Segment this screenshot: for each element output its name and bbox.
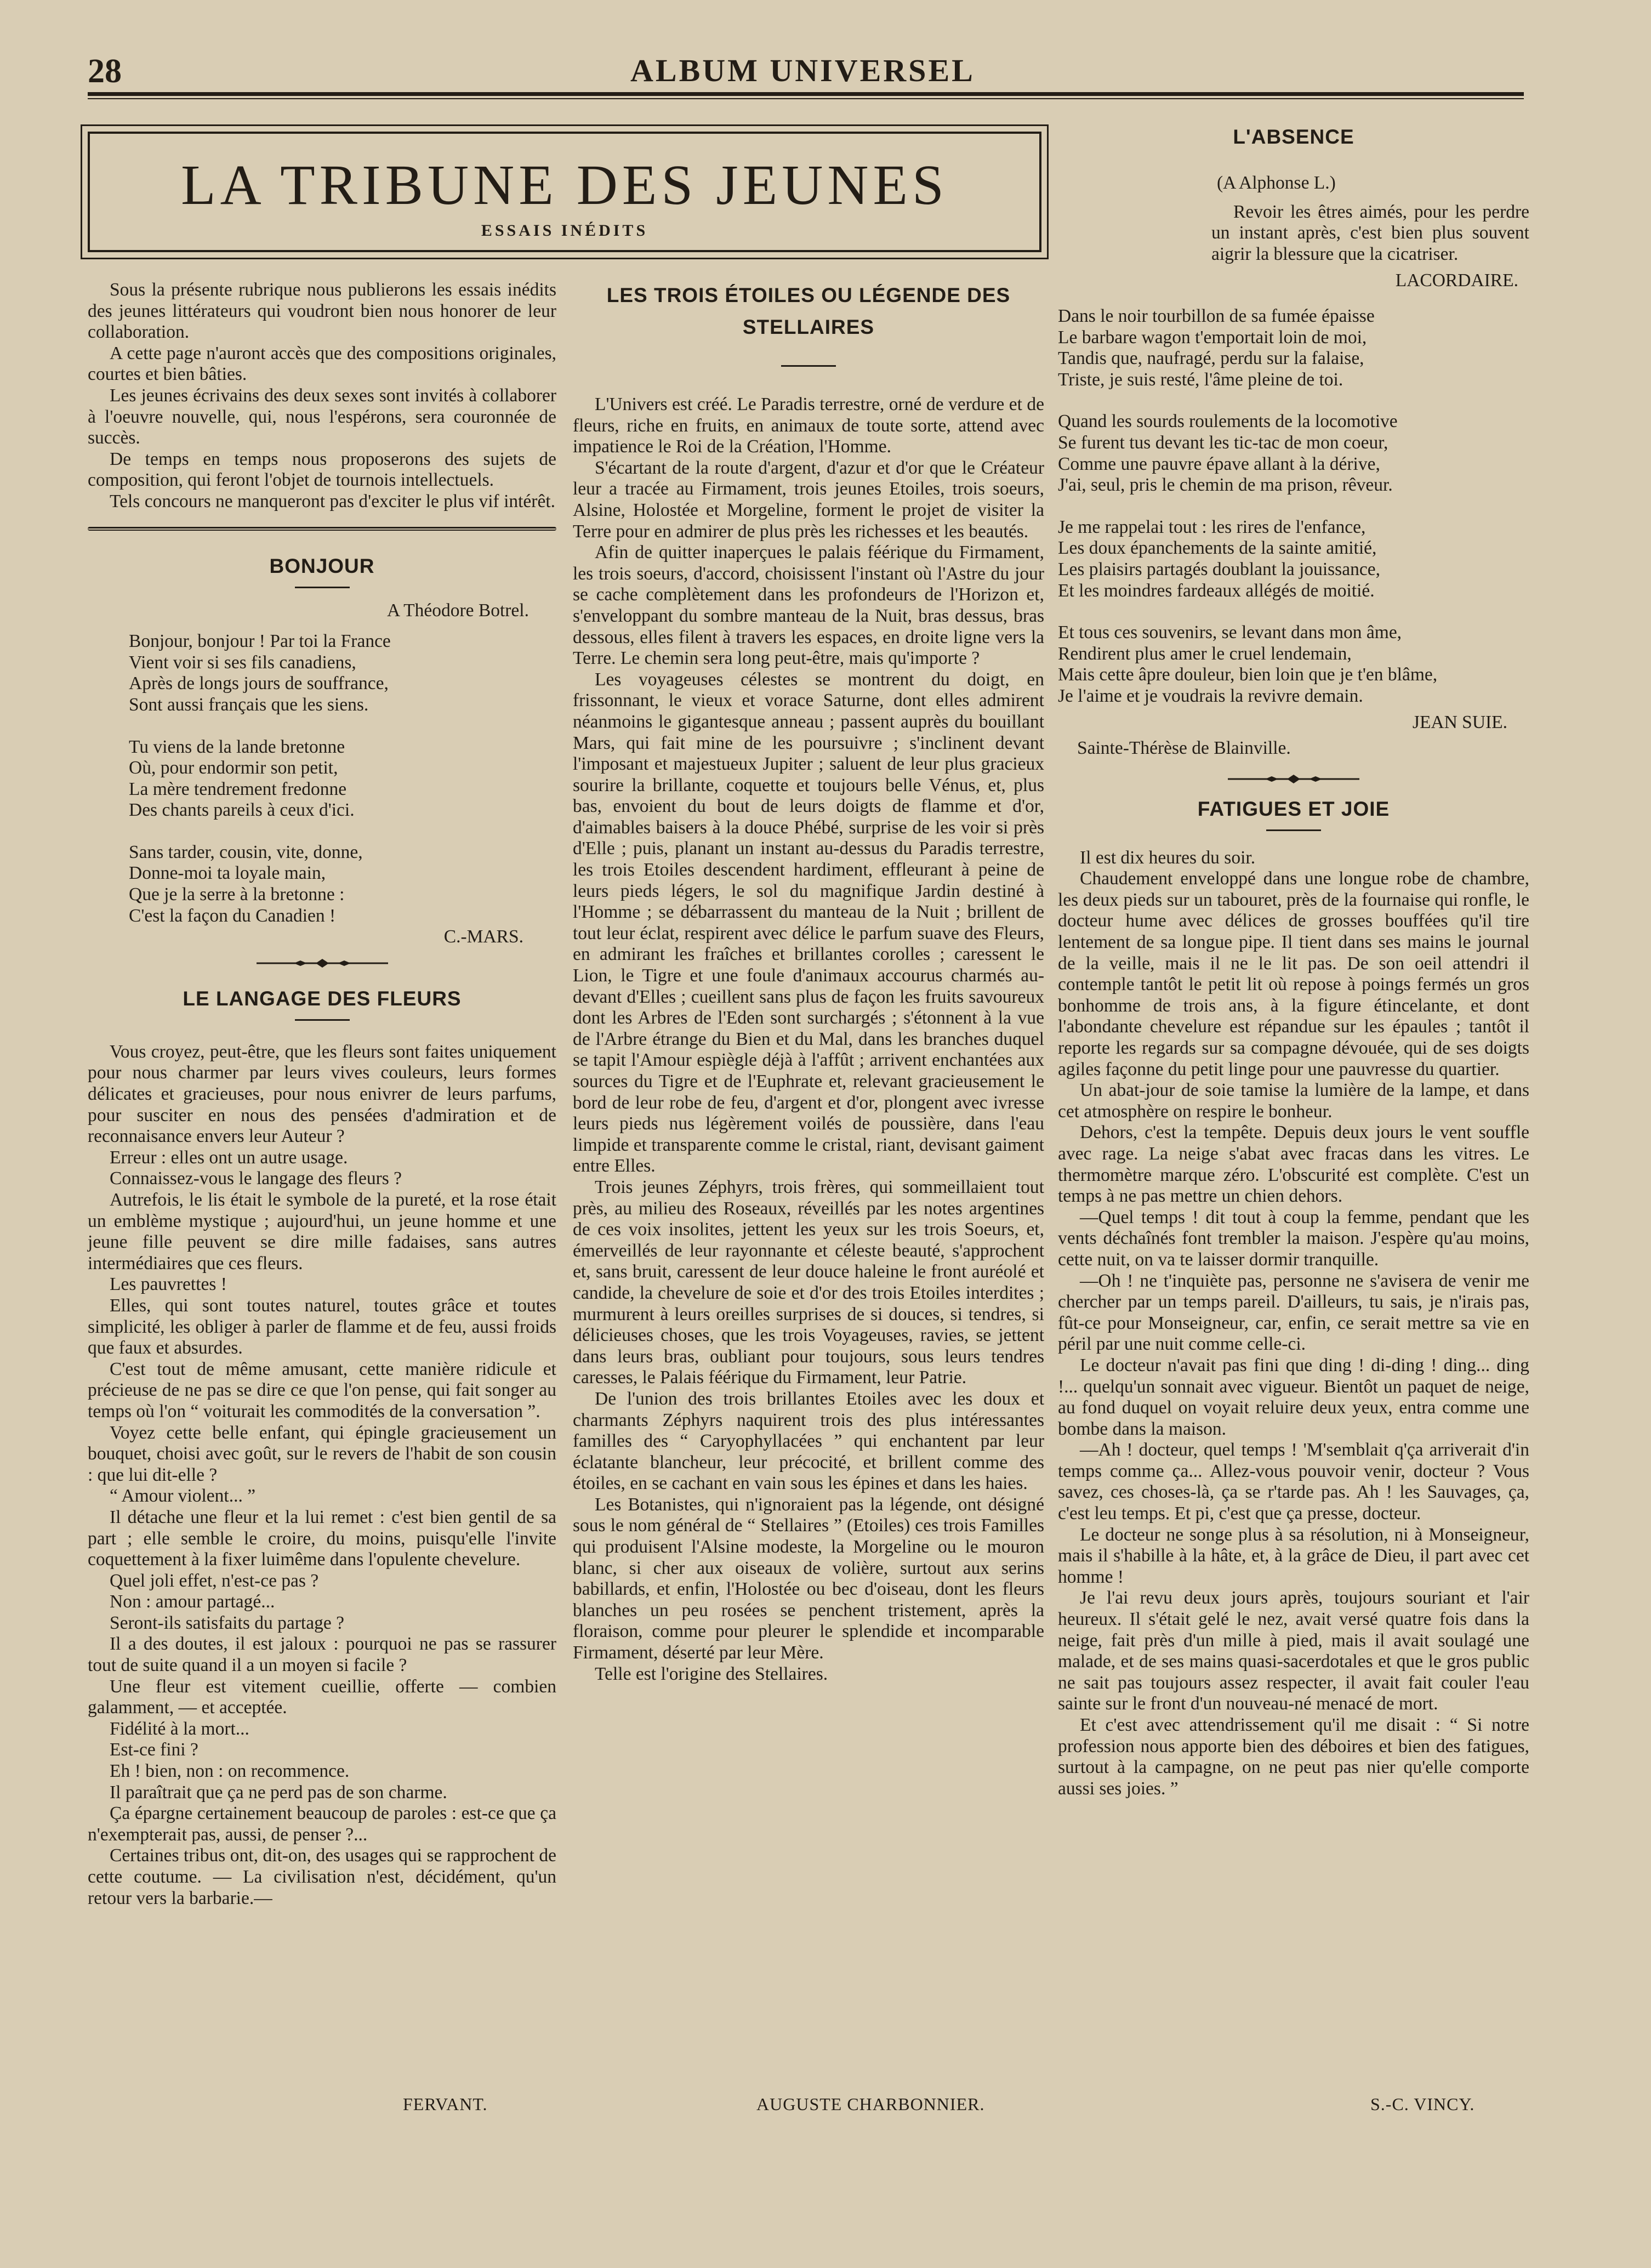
paragraph: Quel joli effet, n'est-ce pas ?	[110, 1570, 319, 1591]
intro-paragraph: Sous la présente rubrique nous publierons les essais inédits des jeunes littérateurs qui voudront bien nous honorer de leur collaboration.	[88, 280, 556, 343]
paragraph: Elles, qui sont toutes naturel, toutes grâce et toutes simplicité, les obliger à parler de flamme et de feu, aussi froids que faux et absurdes.	[88, 1295, 556, 1358]
paragraph: Seront-ils satisfaits du partage ?	[110, 1612, 344, 1633]
poem-line: Dans le noir tourbillon de sa fumée épaisse	[1058, 305, 1375, 326]
langage-title: LE LANGAGE DES FLEURS	[183, 987, 462, 1010]
intro-text	[88, 280, 556, 513]
paragraph: S'écartant de la route d'argent, d'azur et d'or que le Créateur leur a tracée au Firmament, trois jeunes Etoiles, trois soeurs, Alsine, Holostée et Morgeline, forment le projet de visiter la Terre pour en admirer de plus près les richesses et les beautés.	[573, 457, 1044, 542]
poem-stanza	[129, 737, 556, 821]
bonjour-poem	[129, 631, 556, 926]
poem-line: Des chants pareils à ceux d'ici.	[129, 800, 355, 821]
poem-line: Sont aussi français que les siens.	[129, 694, 369, 715]
absence-epigraph	[1211, 202, 1529, 292]
paragraph: Eh ! bien, non : on recommence.	[110, 1761, 350, 1782]
paragraph: Il paraîtrait que ça ne perd pas de son charme.	[110, 1782, 447, 1803]
header-rule	[88, 92, 1524, 99]
paragraph: Autrefois, le lis était le symbole de la pureté, et la rose était un emblème mystique ; aujourd'hui, un jeune homme et une jeune fille peuvent se dire mille fadaises, sans autres intermédiaires que ces fleurs.	[88, 1190, 556, 1274]
intro-paragraph: Les jeunes écrivains des deux sexes sont invités à collaborer à l'oeuvre nouvelle, qui, nous l'espérons, sera couronnée de succès.	[88, 385, 556, 448]
section-title: LA TRIBUNE DES JEUNES	[181, 154, 948, 217]
poem-line: Quand les sourds roulements de la locomotive	[1058, 411, 1398, 432]
poem-line: C'est la façon du Canadien !	[129, 905, 336, 926]
absence-author: JEAN SUIE.	[1412, 712, 1507, 733]
paragraph: Les pauvrettes !	[110, 1274, 227, 1295]
paragraph: Il détache une fleur et la lui remet : c'est bien gentil de sa part ; elle semble le croire, du moins, puisqu'elle l'invite coquettement à la fixer luimême dans l'opulente chevelure.	[88, 1507, 556, 1570]
ornament-icon	[257, 958, 388, 969]
paragraph: Certaines tribus ont, dit-on, des usages qui se rapprochent de cette coutume. — La civilisation n'est, décidément, qu'un retour vers la barbarie.—	[88, 1845, 556, 1908]
bonjour-author: C.-MARS.	[443, 926, 523, 947]
intro-paragraph: Tels concours ne manqueront pas d'exciter le plus vif intérêt.	[110, 491, 556, 511]
paragraph: Erreur : elles ont un autre usage.	[110, 1147, 348, 1168]
bonjour-title: BONJOUR	[269, 554, 375, 577]
langage-text	[88, 1042, 556, 1909]
paragraph: Telle est l'origine des Stellaires.	[595, 1663, 828, 1684]
poem-line: Rendirent plus amer le cruel lendemain,	[1058, 643, 1352, 664]
absence-poem	[1058, 306, 1529, 707]
poem-stanza	[1058, 517, 1529, 601]
paragraph: “ Amour violent... ”	[110, 1486, 256, 1507]
poem-line: Que je la serre à la bretonne :	[129, 884, 345, 905]
paragraph: Dehors, c'est la tempête. Depuis deux jours le vent souffle avec rage. La neige s'abat avec fracas dans les vitres. Le thermomètre marque zéro. L'obscurité est complète. C'est un temps à ne pas mettre un chien dehors.	[1058, 1122, 1529, 1207]
paragraph: Afin de quitter inaperçues le palais féérique du Firmament, les trois soeurs, d'accord, choisissent l'instant où l'Astre du jour se cache complètement dans les profondeurs de l'Horizon et, s'enveloppant du sombre manteau de la Nuit, bras dessus, bras dessous, elles filent à travers les espaces, en droite ligne vers la Terre. Le chemin sera long peut-être, mais qu'importe ?	[573, 542, 1044, 669]
ornament-divider	[88, 958, 556, 969]
absence-title: L'ABSENCE	[1233, 126, 1354, 148]
page-number: 28	[88, 53, 122, 90]
paragraph: Le docteur ne songe plus à sa résolution, ni à Monseigneur, mais il s'habille à la hâte, et, à la grâce de Dieu, il part avec cet homme !	[1058, 1524, 1529, 1587]
poem-line: Et les moindres fardeaux allégés de moitié.	[1058, 580, 1375, 601]
left-column	[88, 280, 556, 1909]
poem-line: Les plaisirs partagés doublant la jouissance,	[1058, 559, 1380, 579]
section-subtitle: ESSAIS INÉDITS	[481, 221, 648, 240]
paragraph: Non : amour partagé...	[110, 1591, 275, 1612]
paragraph: —Ah ! docteur, quel temps ! 'M'semblait q'ça arriverait d'in temps comme ça... Allez-vous pouvoir venir, docteur ? Vous savez, ces choses-là, ça se r'tarde pas. Ah ! les Sauvages, ça, c'est leu temps. Et pi, c'est que ça presse, docteur.	[1058, 1440, 1529, 1524]
title-rule	[781, 365, 836, 367]
paragraph: Les voyageuses célestes se montrent du doigt, en frissonnant, le vieux et vorace Saturne, dont elles admirent néanmoins le gigantesque anneau ; passent auprès du bouillant Mars, qui fait mine de les poursuivre ; s'inclinent devant l'imposant et majestueux Jupiter ; saluent de leur plus gracieux sourire la brillante, coquette et toujours belle Vénus, et, plus bas, envoient du bout de leurs doigts de flamme et d'or, d'aimables baisers à la douce Phébé, surprise de les voir si près d'Elle ; puis, planant un instant au-dessus du Paradis terrestre, les trois Etoiles descendent hardiment, effleurant à peine de leurs pieds légers, le sol du magnifique Jardin destiné à l'Homme ; se débarrassent du manteau de la Nuit ; brillent de tout leur éclat, respirent avec délice le parfum suave des Fleurs, en admirant les fraîches et brillantes corolles ; caressent le Lion, le Tigre et une foule d'animaux accourus charmés au-devant d'Elles ; cueillent sans plus de façon les fruits savoureux dont les Arbres de l'Eden sont surchargés ; s'étonnent à la vue de l'Arbre étrange du Bien et du Mal, dans les branches duquel se tapit l'Amour espiègle déjà à l'affût ; arrivent enchantées aux sources du Tigre et de l'Euphrate et, relevant gracieusement le bord de leur robe de feu, d'argent et d'or, plongent avec ivresse leurs pieds nus légèrement voilés de poussière, dans l'eau limpide et transparente comme le cristal, riant, devisant gaiment entre Elles.	[573, 669, 1044, 1176]
section-divider	[88, 527, 556, 531]
poem-line: La mère tendrement fredonne	[129, 778, 347, 799]
poem-line: Où, pour endormir son petit,	[129, 758, 338, 778]
section-title-box	[88, 132, 1041, 252]
fatigues-text	[1058, 848, 1529, 1800]
paragraph: Et c'est avec attendrissement qu'il me disait : “ Si notre profession nous apporte bien des déboires et bien des fatigues, surtout à la campagne, on ne peut pas nier qu'elle comporte aussi ses joies. ”	[1058, 1715, 1529, 1799]
paragraph: L'Univers est créé. Le Paradis terrestre, orné de verdure et de fleurs, riche en fruits, en animaux de toute sorte, attend avec impatience le Roi de la Création, l'Homme.	[573, 394, 1044, 457]
right-column	[1058, 123, 1529, 1799]
paragraph: Est-ce fini ?	[110, 1740, 198, 1760]
running-title: ALBUM UNIVERSEL	[630, 53, 975, 88]
fatigues-title: FATIGUES ET JOIE	[1197, 797, 1390, 820]
absence-dedication: (A Alphonse L.)	[1217, 173, 1336, 193]
poem-line: Les doux épanchements de la sainte amitié,	[1058, 538, 1377, 559]
title-rule	[295, 587, 350, 588]
poem-line: Après de longs jours de souffrance,	[129, 673, 389, 694]
intro-paragraph: De temps en temps nous proposerons des sujets de composition, qui feront l'objet de tournois intellectuels.	[88, 448, 556, 491]
paragraph: Trois jeunes Zéphyrs, trois frères, qui sommeillaient tout près, au milieu des Roseaux, réveillés par les notes argentines de ces voix insolites, jettent les yeux sur les trois Soeurs, et, émerveillés de leur rayonnante et céleste beauté, s'approchent et, sans bruit, caressent de leur douce haleine le front auréolé et candide, la chevelure de soie et d'or des trois Etoiles interdites ; murmurent à leurs oreilles surprises de si douces, si tendres, si délicieuses choses, que les trois Voyageuses, ravies, se jettent dans leurs bras, oubliant pour toujours, sous leurs tendres caresses, le Palais féérique du Firmament, leur Patrie.	[573, 1176, 1044, 1388]
poem-line: Tandis que, naufragé, perdu sur la falaise,	[1058, 348, 1364, 369]
etoiles-text	[573, 394, 1044, 1685]
paragraph: Il a des doutes, il est jaloux : pourquoi ne pas se rassurer tout de suite quand il a un moyen si facile ?	[88, 1634, 556, 1676]
poem-line: Je l'aime et je voudrais la revivre demain.	[1058, 685, 1363, 706]
intro-paragraph: A cette page n'auront accès que des compositions originales, courtes et bien bâties.	[88, 343, 556, 385]
paragraph: C'est tout de même amusant, cette manière ridicule et précieuse de ne pas se dire ce que l'on pense, qui fait songer au temps où l'on “ voiturait les commodités de la conversation ”.	[88, 1358, 556, 1422]
paragraph: Voyez cette belle enfant, qui épingle gracieusement un bouquet, choisi avec goût, sur le revers de l'habit de son cousin : que lui dit-elle ?	[88, 1422, 556, 1485]
poem-line: Comme une pauvre épave allant à la dérive,	[1058, 453, 1380, 474]
epigraph-author: LACORDAIRE.	[1395, 270, 1518, 291]
poem-line: Et tous ces souvenirs, se levant dans mon âme,	[1058, 622, 1402, 643]
paragraph: —Quel temps ! dit tout à coup la femme, pendant que les vents déchaînés font trembler la maison. J'espère qu'au moins, cette nuit, on va te laisser dormir tranquille.	[1058, 1207, 1529, 1270]
paragraph: —Oh ! ne t'inquiète pas, personne ne s'avisera de venir me chercher par un temps pareil. D'ailleurs, tu sais, je n'irais pas, fût-ce pour Monseigneur, car, enfin, ce serait mettre sa vie en péril par une nuit comme celle-ci.	[1058, 1270, 1529, 1355]
etoiles-author: AUGUSTE CHARBONNIER.	[756, 2094, 985, 2114]
paragraph: Une fleur est vitement cueillie, offerte — combien galamment, — et acceptée.	[88, 1676, 556, 1718]
epigraph-text: Revoir les êtres aimés, pour les perdre un instant après, c'est bien plus souvent aigrir la blessure que la cicatriser.	[1211, 201, 1529, 264]
paragraph: Je l'ai revu deux jours après, toujours souriant et l'air heureux. Il s'était gelé le nez, avait versé quatre fois dans la neige, fait près d'un mille à pied, mais il avait soulagé une malade, et de ses mains quasi-sacerdotales et que le gros public ne sait pas toujours assez respecter, il avait fait couler l'eau sainte sur le front d'un nouveau-né menacé de mort.	[1058, 1588, 1529, 1714]
paragraph: De l'union des trois brillantes Etoiles avec les doux et charmants Zéphyrs naquirent trois des plus intéressantes familles des “ Caryophyllacées ” qui enchantent par leur éclatante blancheur, leur précocité, et brillent comme des étoiles, en se cachant en vain sous les épines et dans les haies.	[573, 1388, 1044, 1494]
paragraph: Ça épargne certainement beaucoup de paroles : est-ce que ça n'exempterait pas, aussi, de penser ?...	[88, 1803, 556, 1845]
poem-stanza	[129, 842, 556, 926]
poem-stanza	[1058, 622, 1529, 707]
poem-line: Vient voir si ses fils canadiens,	[129, 652, 356, 673]
poem-stanza	[129, 631, 556, 715]
etoiles-title: LES TROIS ÉTOILES OU LÉGENDE DES STELLAIRES	[606, 284, 1011, 338]
poem-line: Mais cette âpre douleur, bien loin que je t'en blâme,	[1058, 664, 1438, 685]
fatigues-author: S.-C. VINCY.	[1370, 2094, 1475, 2114]
poem-line: Triste, je suis resté, l'âme pleine de toi.	[1058, 369, 1343, 390]
poem-line: Donne-moi ta loyale main,	[129, 863, 326, 884]
middle-column	[573, 280, 1044, 1685]
poem-line: J'ai, seul, pris le chemin de ma prison, rêveur.	[1058, 475, 1393, 496]
paragraph: Fidélité à la mort...	[110, 1718, 249, 1739]
poem-line: Bonjour, bonjour ! Par toi la France	[129, 631, 391, 652]
poem-stanza	[1058, 411, 1529, 496]
paragraph: Chaudement enveloppé dans une longue robe de chambre, les deux pieds sur un tabouret, près de la fournaise qui ronfle, le docteur hume avec délices de grosses bouffées qu'il tire lentement de sa longue pipe. Il tient dans ses mains le journal de la veille, mais il ne le lit pas. De son oeil attendri il contemple tantôt le petit lit où repose à poings fermés un gros bonhomme de trois ans, à la figure étincelante, et dont l'abondante chevelure est répandue sur les épaules ; tantôt il reporte les regards sur sa compagne dévouée, qui de ses doigts agiles façonne du petit linge pour une pauvresse du quartier.	[1058, 868, 1529, 1079]
poem-stanza	[1058, 306, 1529, 390]
paragraph: Un abat-jour de soie tamise la lumière de la lampe, et dans cet atmosphère on respire le bonheur.	[1058, 1080, 1529, 1122]
title-rule	[1266, 829, 1321, 831]
paragraph: Les Botanistes, qui n'ignoraient pas la légende, ont désigné sous le nom général de “ Stellaires ” (Etoiles) ces trois Familles qui produisent l'Alsine modeste, la Morgeline ou le mouron blanc, si cher aux oiseaux de volière, surtout aux serins babillards, et enfin, l'Holostée ou bec d'oiseau, dont les fleurs blanches un peu rosées se penchent tristement, après la floraison, comme pour pleurer le splendide et incomparable Firmament, déserté par leur Mère.	[573, 1494, 1044, 1663]
paragraph: Il est dix heures du soir.	[1080, 847, 1256, 868]
absence-place: Sainte-Thérèse de Blainville.	[1077, 738, 1291, 759]
poem-line: Sans tarder, cousin, vite, donne,	[129, 842, 363, 862]
ornament-divider	[1058, 774, 1529, 785]
bonjour-dedication: A Théodore Botrel.	[387, 600, 529, 621]
ornament-icon	[1228, 774, 1359, 785]
poem-line: Je me rappelai tout : les rires de l'enfance,	[1058, 516, 1366, 537]
poem-line: Tu viens de la lande bretonne	[129, 736, 345, 757]
paragraph: Connaissez-vous le langage des fleurs ?	[110, 1168, 402, 1189]
langage-author: FERVANT.	[403, 2094, 488, 2114]
poem-line: Le barbare wagon t'emportait loin de moi,	[1058, 327, 1367, 348]
title-rule	[295, 1019, 350, 1021]
paragraph: Le docteur n'avait pas fini que ding ! di-ding ! ding... ding !... quelqu'un sonnait avec vigueur. Bientôt un paquet de neige, au fond duquel on voyait reluire deux yeux, entra comme une bombe dans la maison.	[1058, 1355, 1529, 1439]
paragraph: Vous croyez, peut-être, que les fleurs sont faites uniquement pour nous charmer par leurs vives couleurs, leurs formes délicates et gracieuses, pour nous enivrer de leurs parfums, pour susciter en nous des pensées d'admiration et de reconnaisance envers leur Auteur ?	[88, 1041, 556, 1147]
poem-line: Se furent tus devant les tic-tac de mon coeur,	[1058, 432, 1388, 453]
